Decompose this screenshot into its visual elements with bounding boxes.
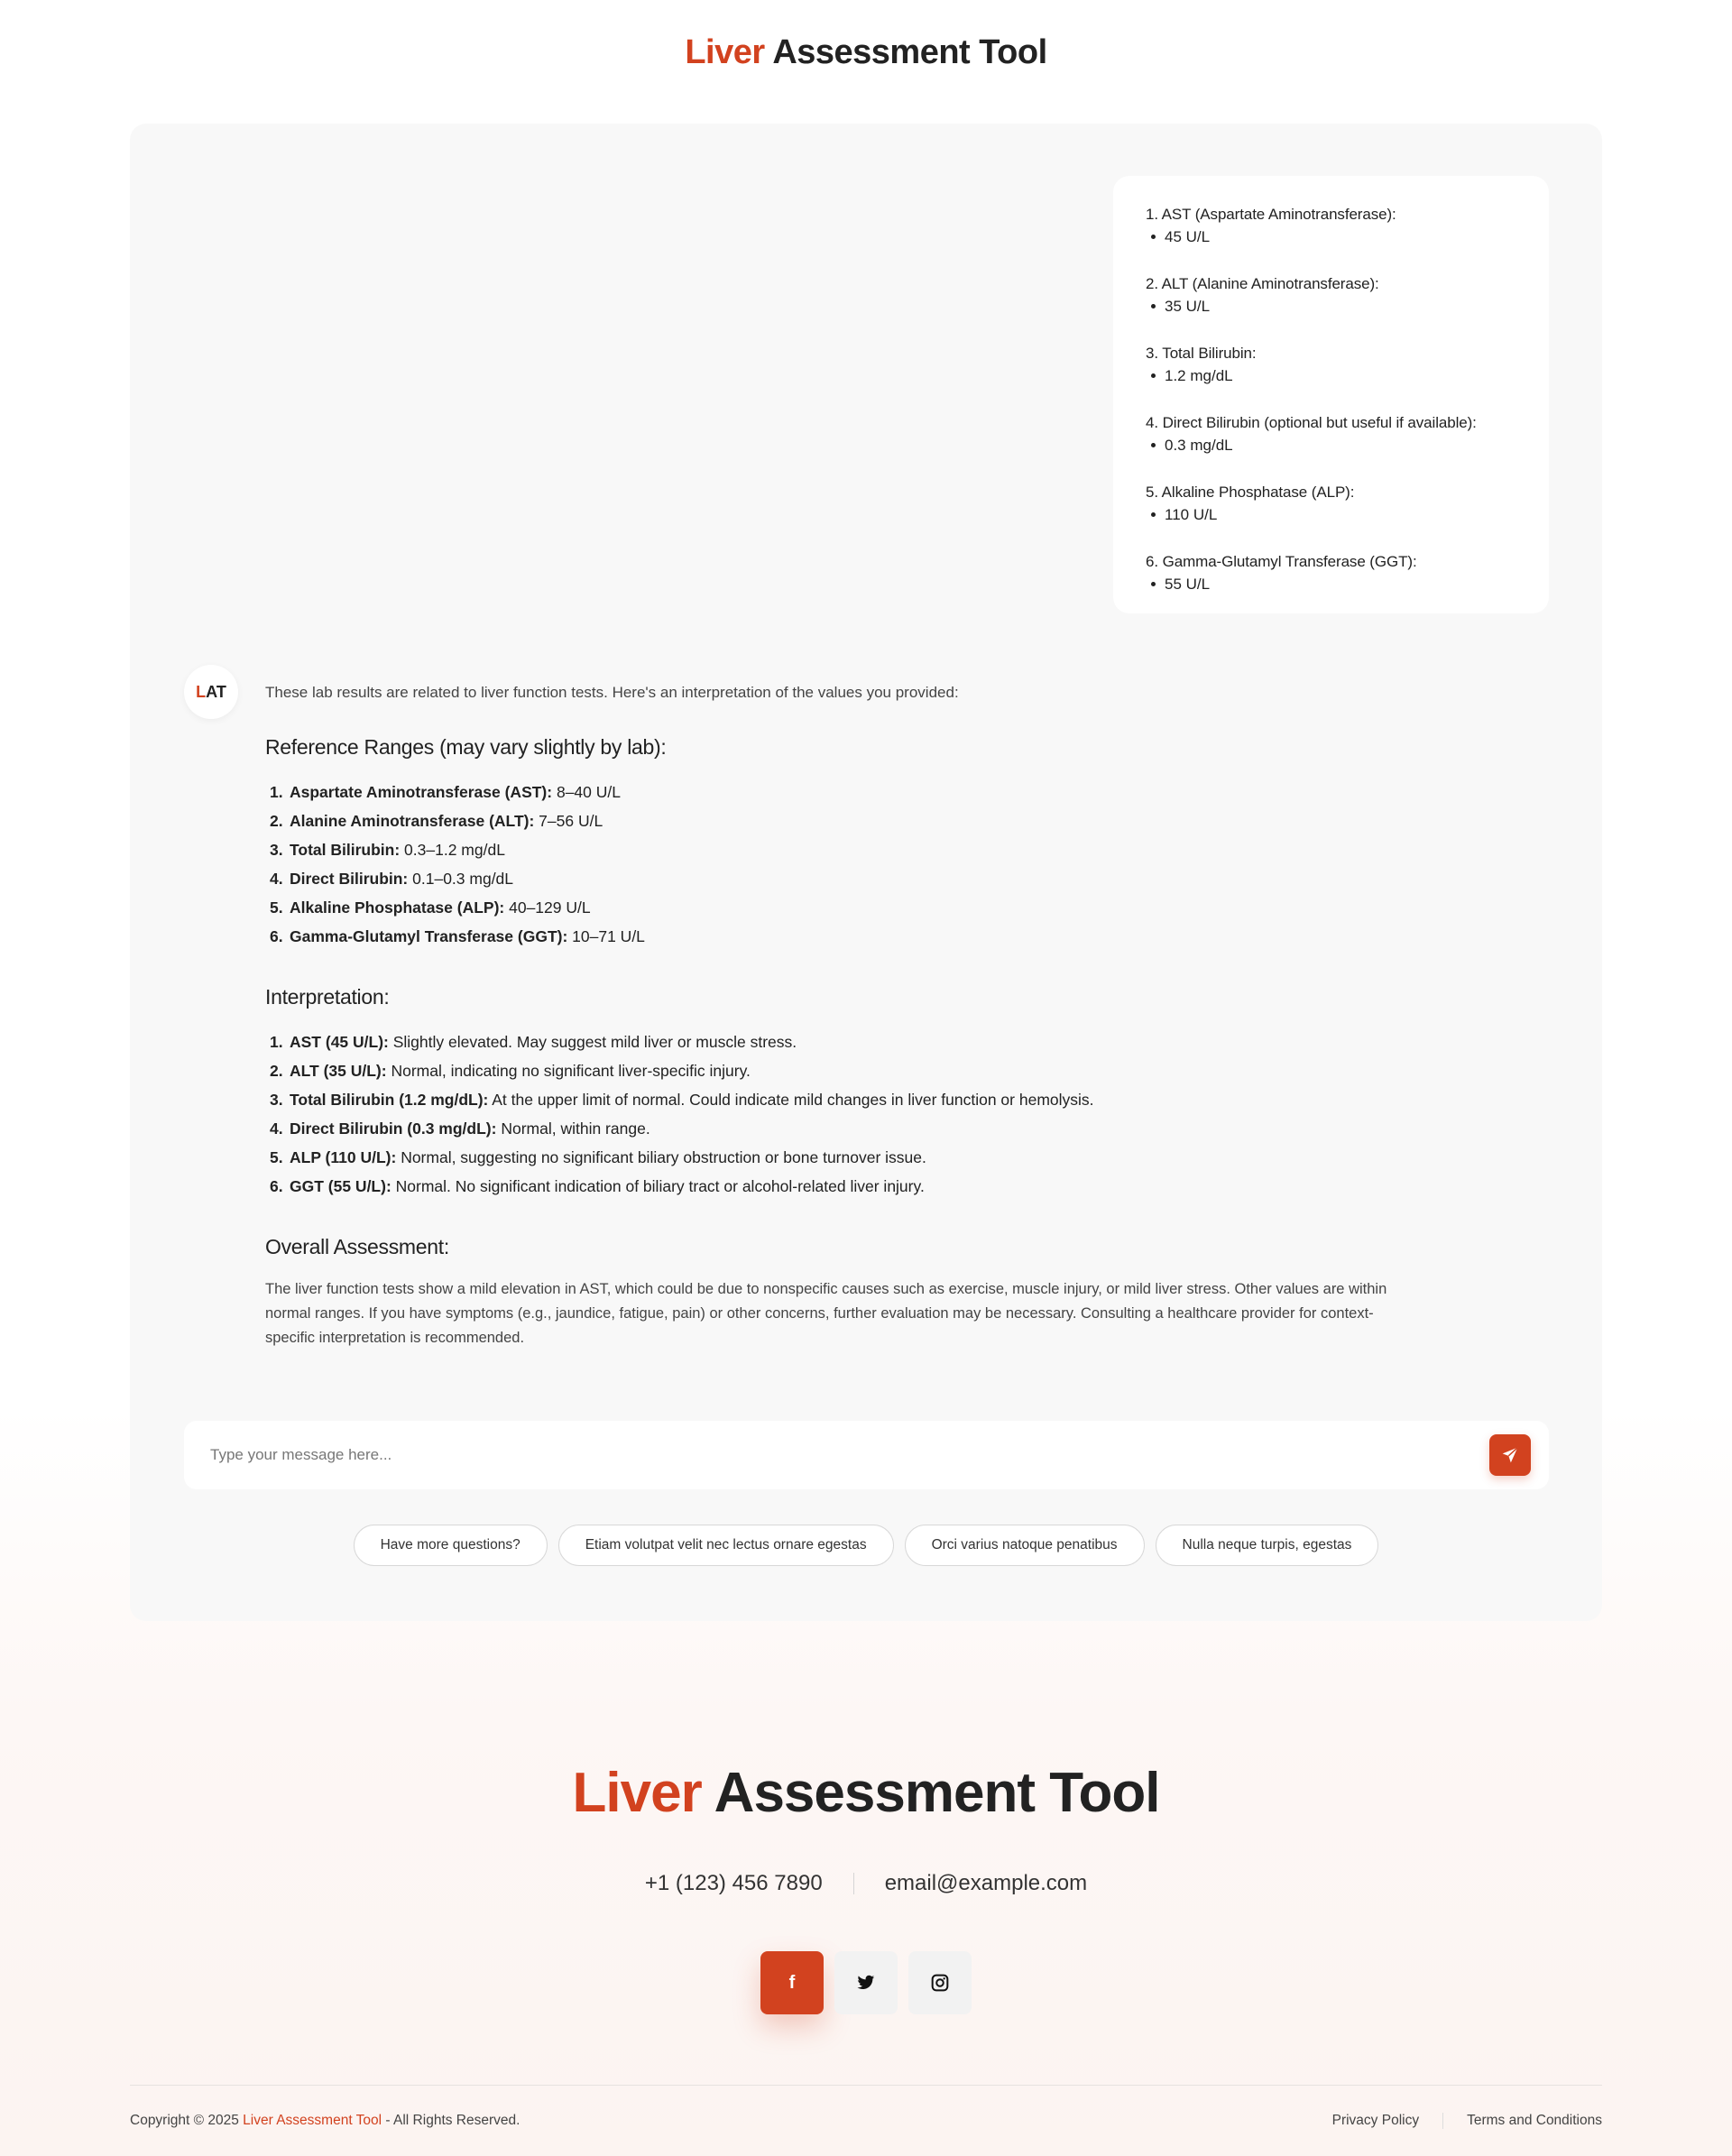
item-text: 8–40 U/L <box>552 783 621 801</box>
item-number: 4. <box>270 870 283 888</box>
item-label: ALP (110 U/L): <box>290 1148 397 1166</box>
bullet-icon <box>1151 512 1156 517</box>
lab-value-text: 110 U/L <box>1165 506 1218 523</box>
reference-ranges-list <box>265 778 1438 951</box>
item-text: At the upper limit of normal. Could indicate mild changes in liver function or hemolysis. <box>488 1091 1094 1109</box>
item-label: AST (45 U/L): <box>290 1033 389 1051</box>
item-label: Alkaline Phosphatase (ALP): <box>290 898 505 917</box>
item-number: 5. <box>270 1148 283 1166</box>
lab-value-title: 1. AST (Aspartate Aminotransferase): <box>1146 206 1396 223</box>
lab-value-title: 4. Direct Bilirubin (optional but useful if available): <box>1146 414 1477 431</box>
list-item <box>270 1027 1438 1056</box>
item-text: 0.3–1.2 mg/dL <box>400 841 505 859</box>
list-item <box>270 893 1438 922</box>
item-number: 1. <box>270 1033 283 1051</box>
page-header <box>0 0 1732 105</box>
social-links <box>0 1951 1732 2014</box>
instagram-button[interactable] <box>908 1951 972 2014</box>
suggestion-chip[interactable]: Etiam volutpat velit nec lectus ornare egestas <box>558 1525 894 1566</box>
logo-text: Assessment Tool <box>772 32 1047 71</box>
lab-value-text: 1.2 mg/dL <box>1165 367 1233 384</box>
avatar-letter-accent: L <box>196 682 207 701</box>
item-label: Aspartate Aminotransferase (AST): <box>290 783 553 801</box>
item-text: Normal, within range. <box>496 1119 650 1138</box>
email-link[interactable]: email@example.com <box>884 1871 1088 1895</box>
phone-link[interactable]: +1 (123) 456 7890 <box>644 1871 823 1895</box>
copyright-text <box>130 2113 520 2129</box>
lab-value <box>1146 364 1522 387</box>
item-label: Direct Bilirubin: <box>290 870 409 888</box>
item-label: Alanine Aminotransferase (ALT): <box>290 812 535 830</box>
message-input[interactable] <box>210 1446 1489 1464</box>
lab-value <box>1146 226 1522 248</box>
footer-logo-accent: Liver <box>572 1762 702 1824</box>
privacy-policy-link[interactable]: Privacy Policy <box>1331 2113 1420 2128</box>
bullet-icon <box>1151 304 1156 309</box>
interpretation-list <box>265 1027 1438 1201</box>
item-number: 5. <box>270 898 283 917</box>
lab-value-text: 55 U/L <box>1165 576 1211 593</box>
lab-value-title: 3. Total Bilirubin: <box>1146 345 1257 362</box>
header-logo[interactable] <box>685 33 1046 72</box>
suggestion-chips <box>130 1525 1602 1566</box>
legal-divider <box>1442 2113 1443 2129</box>
instagram-icon <box>931 1974 949 1992</box>
item-number: 4. <box>270 1119 283 1138</box>
list-item <box>270 806 1438 835</box>
lab-value-item <box>1146 342 1522 387</box>
reference-ranges-heading: Reference Ranges (may vary slightly by lab): <box>265 735 667 759</box>
suggestion-chip[interactable]: Nulla neque turpis, egestas <box>1156 1525 1379 1566</box>
overall-assessment-text: The liver function tests show a mild elevation in AST, which could be due to nonspecific causes such as exercise, muscle injury, or mild liver stress. Other values are within normal ranges. If you have symptoms (e.g., jaundice, fatigue, pain) or other concerns, further evaluation may be necessary. Consulting a healthcare provider for context-specific interpretation is recommended. <box>265 1281 1387 1346</box>
list-item <box>270 1056 1438 1085</box>
list-item <box>270 922 1438 951</box>
footer-divider <box>130 2085 1602 2086</box>
twitter-icon <box>857 1975 875 1991</box>
suggestion-chip[interactable]: Orci varius natoque penatibus <box>905 1525 1145 1566</box>
list-item <box>270 835 1438 864</box>
interpretation-heading: Interpretation: <box>265 985 390 1009</box>
item-text: Slightly elevated. May suggest mild liver or muscle stress. <box>388 1033 797 1051</box>
bullet-icon <box>1151 235 1156 239</box>
chat-panel <box>130 124 1602 1621</box>
lab-value-item <box>1146 411 1522 456</box>
item-number: 6. <box>270 927 283 945</box>
item-label: ALT (35 U/L): <box>290 1062 387 1080</box>
facebook-icon: f <box>788 1972 796 1993</box>
lab-value-item <box>1146 203 1522 248</box>
item-number: 3. <box>270 1091 283 1109</box>
copyright-prefix: Copyright © 2025 <box>130 2113 244 2128</box>
item-text: 10–71 U/L <box>567 927 645 945</box>
bot-intro: These lab results are related to liver function tests. Here's an interpretation of the values you provided: <box>265 684 959 701</box>
bullet-icon <box>1151 443 1156 447</box>
item-text: 40–129 U/L <box>504 898 591 917</box>
item-number: 3. <box>270 841 283 859</box>
footer-contacts <box>0 1871 1732 1896</box>
message-composer <box>184 1421 1549 1489</box>
lab-value-item <box>1146 550 1522 595</box>
item-number: 2. <box>270 812 283 830</box>
list-item <box>270 1172 1438 1201</box>
item-label: Total Bilirubin: <box>290 841 401 859</box>
lab-value <box>1146 503 1522 526</box>
copyright-brand-link[interactable]: Liver Assessment Tool <box>243 2113 382 2128</box>
lab-value <box>1146 434 1522 456</box>
footer-logo-text: Assessment Tool <box>714 1762 1160 1824</box>
item-text: 7–56 U/L <box>534 812 603 830</box>
item-text: Normal, suggesting no significant biliary obstruction or bone turnover issue. <box>396 1148 926 1166</box>
legal-links <box>1332 2113 1602 2129</box>
item-text: Normal, indicating no significant liver-specific injury. <box>386 1062 751 1080</box>
terms-link[interactable]: Terms and Conditions <box>1467 2113 1602 2128</box>
lab-value-text: 0.3 mg/dL <box>1165 437 1233 454</box>
user-message-bubble <box>1113 176 1549 613</box>
bot-avatar <box>184 665 238 719</box>
bullet-icon <box>1151 582 1156 586</box>
item-label: GGT (55 U/L): <box>290 1177 392 1195</box>
lab-value-title: 5. Alkaline Phosphatase (ALP): <box>1146 484 1355 501</box>
lab-value-title: 6. Gamma-Glutamyl Transferase (GGT): <box>1146 553 1417 570</box>
lab-value-title: 2. ALT (Alanine Aminotransferase): <box>1146 275 1379 292</box>
item-text: 0.1–0.3 mg/dL <box>408 870 514 888</box>
logo-accent: Liver <box>685 32 765 71</box>
item-label: Total Bilirubin (1.2 mg/dL): <box>290 1091 489 1109</box>
lab-value <box>1146 573 1522 595</box>
lab-value-text: 45 U/L <box>1165 228 1211 245</box>
copyright-suffix: - All Rights Reserved. <box>382 2113 521 2128</box>
lab-value-text: 35 U/L <box>1165 298 1211 315</box>
overall-assessment-heading: Overall Assessment: <box>265 1235 449 1258</box>
avatar-letters: AT <box>206 682 226 701</box>
item-label: Gamma-Glutamyl Transferase (GGT): <box>290 927 568 945</box>
suggestion-chip[interactable]: Have more questions? <box>354 1525 548 1566</box>
item-number: 6. <box>270 1177 283 1195</box>
list-item <box>270 1114 1438 1143</box>
lab-value-item <box>1146 481 1522 526</box>
bot-message <box>265 683 1438 1350</box>
send-icon <box>1501 1446 1519 1464</box>
item-label: Direct Bilirubin (0.3 mg/dL): <box>290 1119 497 1138</box>
bullet-icon <box>1151 373 1156 378</box>
list-item <box>270 778 1438 806</box>
item-text: Normal. No significant indication of biliary tract or alcohol-related liver injury. <box>391 1177 925 1195</box>
lab-value-item <box>1146 272 1522 318</box>
contact-divider <box>853 1873 854 1894</box>
item-number: 2. <box>270 1062 283 1080</box>
facebook-button[interactable] <box>760 1951 824 2014</box>
twitter-button[interactable] <box>834 1951 898 2014</box>
list-item <box>270 864 1438 893</box>
footer-logo[interactable] <box>0 1761 1732 1825</box>
item-number: 1. <box>270 783 283 801</box>
list-item <box>270 1143 1438 1172</box>
send-button[interactable] <box>1489 1434 1531 1476</box>
lab-value <box>1146 295 1522 318</box>
list-item <box>270 1085 1438 1114</box>
